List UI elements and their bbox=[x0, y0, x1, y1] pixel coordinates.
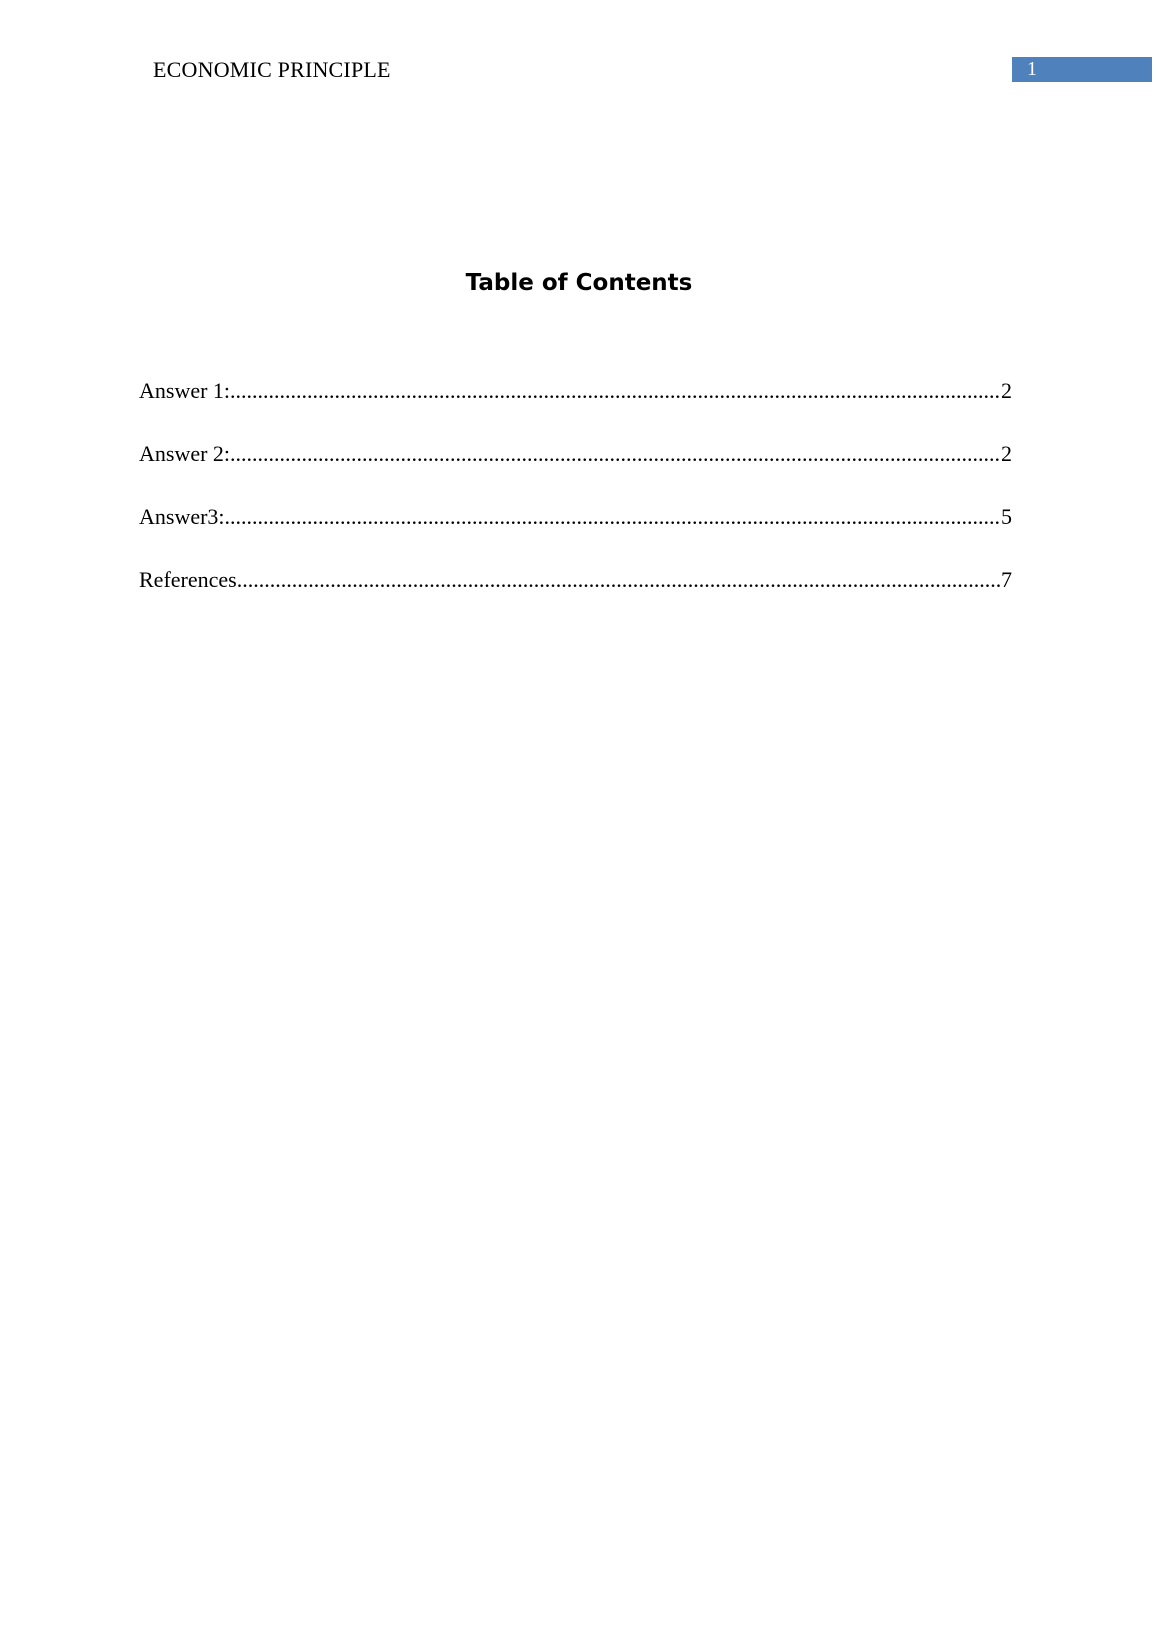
toc-dot-leader bbox=[230, 378, 1001, 404]
toc-entry-label: Answer3: bbox=[139, 504, 225, 529]
toc-entry-label: Answer 1: bbox=[139, 378, 231, 403]
toc-list bbox=[139, 378, 1012, 630]
toc-entry-references[interactable] bbox=[139, 567, 1012, 630]
toc-entry-answer-1[interactable] bbox=[139, 378, 1012, 441]
toc-entry-answer-3[interactable] bbox=[139, 504, 1012, 567]
toc-entry-page: 5 bbox=[1001, 504, 1012, 529]
toc-entry-answer-2[interactable] bbox=[139, 441, 1012, 504]
toc-entry-label: References bbox=[139, 567, 237, 592]
toc-dot-leader bbox=[230, 441, 1001, 467]
toc-dot-leader bbox=[237, 567, 1001, 593]
toc-heading: Table of Contents bbox=[465, 270, 693, 296]
toc-entry-page: 7 bbox=[1001, 567, 1012, 592]
page-number-badge: 1 bbox=[1012, 57, 1152, 82]
toc-entry-label: Answer 2: bbox=[139, 441, 231, 466]
toc-entry-page: 2 bbox=[1001, 441, 1012, 466]
header-title: ECONOMIC PRINCIPLE bbox=[153, 57, 391, 82]
toc-dot-leader bbox=[225, 504, 1001, 530]
toc-entry-page: 2 bbox=[1001, 378, 1012, 403]
